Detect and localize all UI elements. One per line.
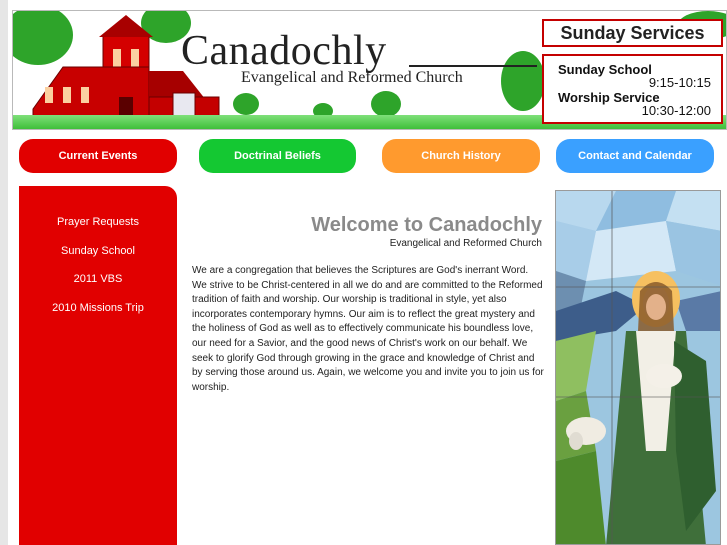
page-title: Welcome to Canadochly <box>311 214 542 236</box>
service-label: Sunday School <box>558 62 652 77</box>
sidebar-item-2011-vbs[interactable]: 2011 VBS <box>73 273 123 285</box>
sidebar-item-sunday-school[interactable]: Sunday School <box>61 245 135 257</box>
title-rule <box>409 65 537 67</box>
services-heading: Sunday Services <box>542 19 723 47</box>
service-time: 10:30-12:00 <box>641 103 711 118</box>
sidebar-item-prayer-requests[interactable]: Prayer Requests <box>57 216 139 228</box>
tree-illustration <box>233 93 259 115</box>
tree-illustration <box>501 51 545 111</box>
nav-contact-calendar[interactable]: Contact and Calendar <box>556 139 714 173</box>
nav-current-events[interactable]: Current Events <box>19 139 177 173</box>
sidebar <box>19 186 177 545</box>
welcome-paragraph: We are a congregation that believes the Scriptures are God's inerrant Word. We strive to be Christ-centered in all we do and are committed to the Reformed tradition of faith and worship. Our worship is traditional in style, yet also incorporates contemporary hymns. Our aim is to reflect the great mystery and the holiness of God as well as to effectively communicate his boundless love, our need for a Savior, and the good news of Christ's work on our behalf. We seek to glorify God through growing in the grace and knowledge of Christ and by serving those around us. Again, we welcome you and invite you to join us for worship. <box>192 265 544 393</box>
site-subtitle: Evangelical and Reformed Church <box>241 69 463 86</box>
service-time: 9:15-10:15 <box>648 75 711 90</box>
nav-church-history[interactable]: Church History <box>382 139 540 173</box>
stained-glass-icon <box>556 191 721 545</box>
service-label: Worship Service <box>558 90 660 105</box>
page <box>8 0 727 545</box>
tree-illustration <box>371 91 401 117</box>
services-box <box>542 54 723 124</box>
page-subtitle: Evangelical and Reformed Church <box>389 238 542 249</box>
sidebar-item-2010-missions-trip[interactable]: 2010 Missions Trip <box>52 302 144 314</box>
stained-glass-image <box>555 190 721 545</box>
nav-doctrinal-beliefs[interactable]: Doctrinal Beliefs <box>199 139 356 173</box>
site-title: Canadochly <box>181 28 387 74</box>
header-banner <box>12 10 727 130</box>
